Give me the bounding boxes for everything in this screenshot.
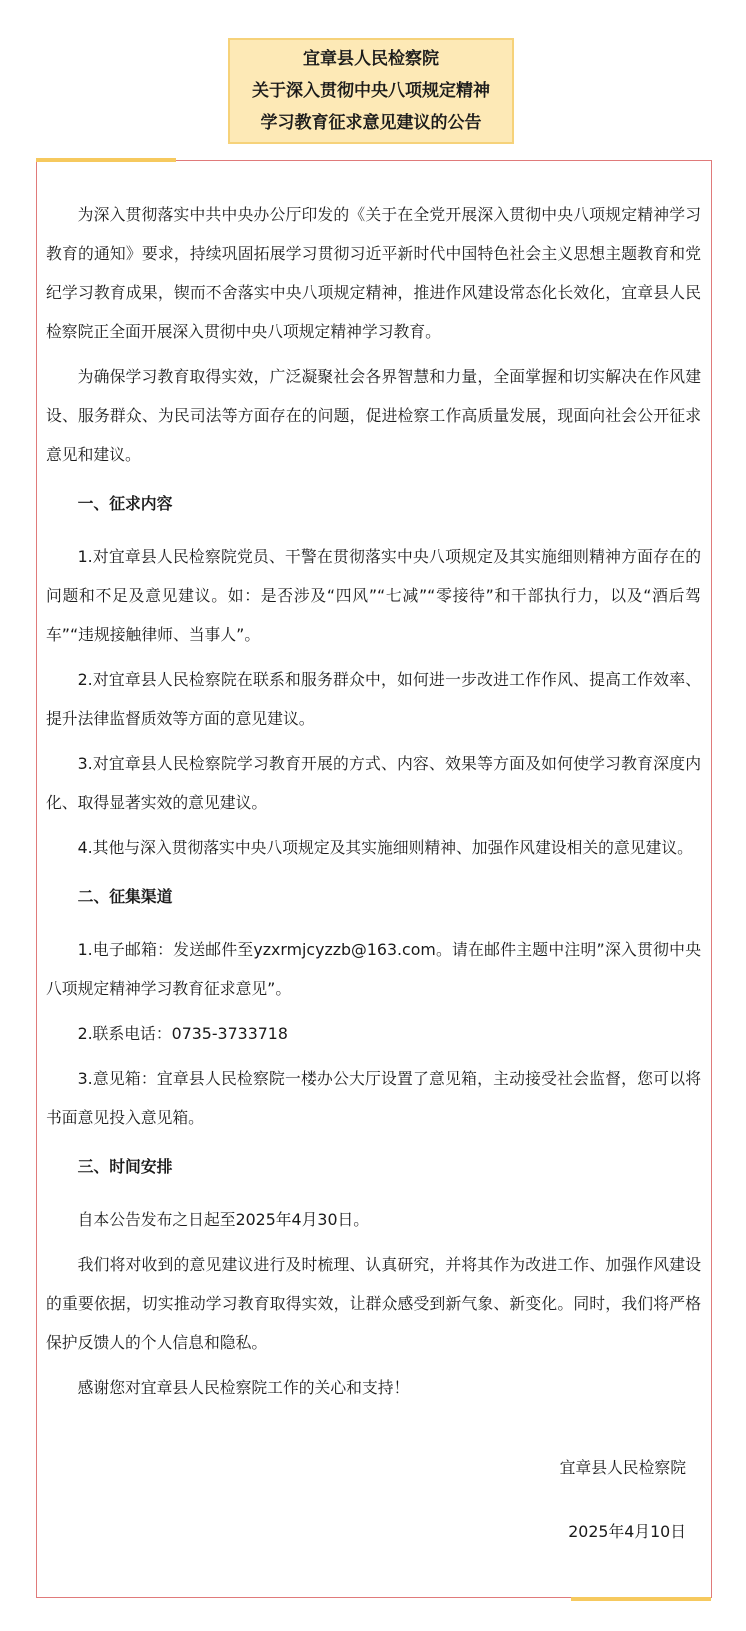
channel-phone: 2.联系电话：0735-3733718 <box>77 1024 288 1043</box>
section-heading-channels: 二、征集渠道 <box>77 887 173 906</box>
announcement-body <box>46 195 701 1413</box>
announcement-title-box <box>228 38 514 144</box>
title-line-1: 宜章县人民检察院 <box>303 49 439 69</box>
schedule-deadline: 自本公告发布之日起至2025年4月30日。 <box>77 1210 370 1229</box>
signature-date: 2025年4月10日 <box>568 1522 686 1541</box>
frame-accent-top <box>36 158 176 162</box>
content-item-2: 2.对宜章县人民检察院在联系和服务群众中，如何进一步改进工作作风、提高工作效率、提升法律监督质效等方面的意见建议。 <box>46 670 701 728</box>
thanks-text: 感谢您对宜章县人民检察院工作的关心和支持！ <box>77 1378 410 1397</box>
section-heading-content: 一、征求内容 <box>77 494 173 513</box>
intro-paragraph-2: 为确保学习教育取得实效，广泛凝聚社会各界智慧和力量，全面掌握和切实解决在作风建设、服务群众、为民司法等方面存在的问题，促进检察工作高质量发展，现面向社会公开征求意见和建议。 <box>46 367 701 464</box>
intro-paragraph-1: 为深入贯彻落实中共中央办公厅印发的《关于在全党开展深入贯彻中央八项规定精神学习教育的通知》要求，持续巩固拓展学习贯彻习近平新时代中国特色社会主义思想主题教育和党纪学习教育成果，锲而不舍落实中央八项规定精神，推进作风建设常态化长效化，宜章县人民检察院正全面开展深入贯彻中央八项规定精神学习教育。 <box>46 205 701 341</box>
channel-email: 1.电子邮箱：发送邮件至yzxrmjcyzzb@163.com。请在邮件主题中注明”深入贯彻中央八项规定精神学习教育征求意见”。 <box>46 940 701 998</box>
content-item-4: 4.其他与深入贯彻落实中央八项规定及其实施细则精神、加强作风建设相关的意见建议。 <box>77 838 693 857</box>
frame-accent-bottom <box>571 1597 711 1601</box>
title-line-2: 关于深入贯彻中央八项规定精神 <box>252 81 490 101</box>
signature-org: 宜章县人民检察院 <box>559 1458 686 1477</box>
schedule-commitment: 我们将对收到的意见建议进行及时梳理、认真研究，并将其作为改进工作、加强作风建设的重要依据，切实推动学习教育取得实效，让群众感受到新气象、新变化。同时，我们将严格保护反馈人的个人信息和隐私。 <box>46 1255 701 1352</box>
content-item-3: 3.对宜章县人民检察院学习教育开展的方式、内容、效果等方面及如何使学习教育深度内化、取得显著实效的意见建议。 <box>46 754 701 812</box>
section-heading-schedule: 三、时间安排 <box>77 1157 173 1176</box>
content-item-1: 1.对宜章县人民检察院党员、干警在贯彻落实中央八项规定及其实施细则精神方面存在的问题和不足及意见建议。如：是否涉及“四风”“七减”“零接待”和干部执行力，以及“酒后驾车”“违规接触律师、当事人”。 <box>46 547 701 644</box>
title-line-3: 学习教育征求意见建议的公告 <box>260 113 482 133</box>
channel-suggestion-box: 3.意见箱：宜章县人民检察院一楼办公大厅设置了意见箱，主动接受社会监督，您可以将书面意见投入意见箱。 <box>46 1069 701 1127</box>
